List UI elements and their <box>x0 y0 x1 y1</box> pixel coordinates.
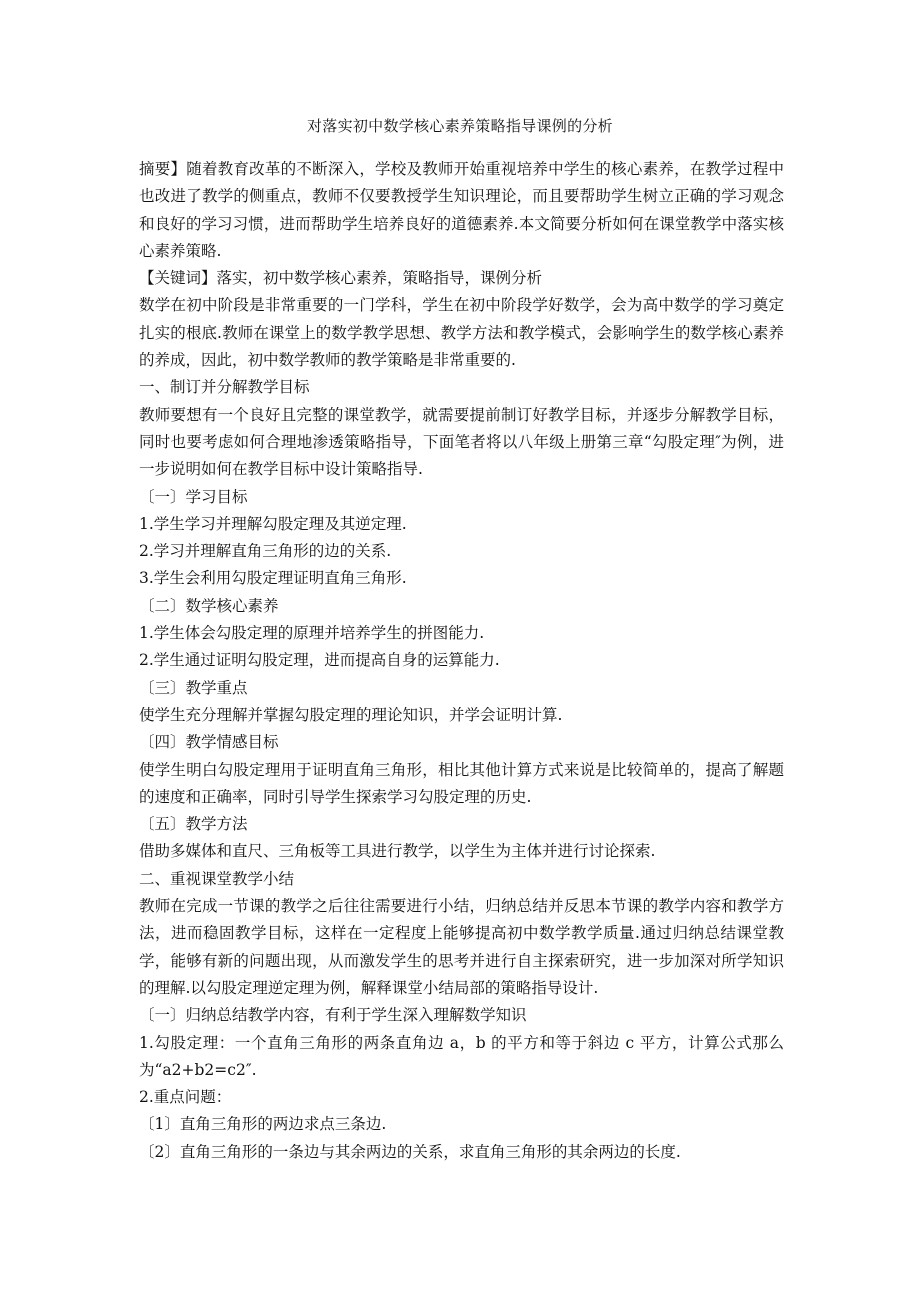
document-body <box>139 156 784 1166</box>
body-paragraph: 使学生明白勾股定理用于证明直角三角形，相比其他计算方式来说是比较简单的，提高了解题的速度和正确率，同时引导学生探索学习勾股定理的历史. <box>139 760 784 806</box>
section-heading-2: 二、重视课堂教学小结 <box>139 869 295 888</box>
list-item: 1.学生学习并理解勾股定理及其逆定理. <box>139 514 407 533</box>
body-paragraph: 使学生充分理解并掌握勾股定理的理论知识，并学会证明计算. <box>139 705 563 724</box>
body-paragraph: 教师在完成一节课的教学之后往往需要进行小结，归纳总结并反思本节课的教学内容和教学方法，进而稳固教学目标，这样在一定程度上能够提高初中数学教学质量.通过归纳总结课堂教学，能够有新的问题出现，从而激发学生的思考并进行自主探索研究，进一步加深对所学知识的理解.以勾股定理逆定理为例，解释课堂小结局部的策略指导设计. <box>139 897 784 997</box>
subsection-heading: 〔二〕数学核心素养 <box>139 596 279 615</box>
subsection-heading: 〔四〕教学情感目标 <box>139 733 279 752</box>
list-item: 〔2〕直角三角形的一条边与其余两边的关系，求直角三角形的其余两边的长度. <box>139 1142 681 1161</box>
document-title: 对落实初中数学核心素养策略指导课例的分析 <box>306 117 613 135</box>
list-item: 2.学习并理解直角三角形的边的关系. <box>139 542 392 561</box>
list-item: 3.学生会利用勾股定理证明直角三角形. <box>139 569 407 588</box>
body-paragraph: 教师要想有一个良好且完整的课堂教学，就需要提前制订好教学目标，并逐步分解教学目标，同时也要考虑如何合理地渗透策略指导，下面笔者将以八年级上册第三章“勾股定理″为例，进一步说明如何在教学目标中设计策略指导. <box>139 405 784 479</box>
intro-paragraph: 数学在初中阶段是非常重要的一门学科，学生在初中阶段学好数学，会为高中数学的学习奠定扎实的根底.教师在课堂上的数学教学思想、教学方法和教学模式，会影响学生的数学核心素养的养成，因此，初中数学教师的教学策略是非常重要的. <box>139 296 784 370</box>
subsection-heading: 〔五〕教学方法 <box>139 815 248 834</box>
body-paragraph: 借助多媒体和直尺、三角板等工具进行教学，以学生为主体并进行讨论探索. <box>139 842 656 861</box>
subsection-heading: 〔一〕归纳总结教学内容，有利于学生深入理解数学知识 <box>139 1006 527 1025</box>
list-item: 2.学生通过证明勾股定理，进而提高自身的运算能力. <box>139 651 500 670</box>
section-heading-1: 一、制订并分解教学目标 <box>139 378 310 397</box>
abstract-paragraph: 摘要】随着教育改革的不断深入，学校及教师开始重视培养中学生的核心素养，在教学过程中也改进了教学的侧重点，教师不仅要教授学生知识理论，而且要帮助学生树立正确的学习观念和良好的学习习惯，进而帮助学生培养良好的道德素养.本文简要分析如何在课堂教学中落实核心素养策略. <box>139 160 784 260</box>
keywords-paragraph: 【关键词】落实，初中数学核心素养，策略指导，课例分析 <box>139 269 543 288</box>
list-item: 2.重点问题： <box>139 1088 232 1107</box>
list-item: 1.学生体会勾股定理的原理并培养学生的拼图能力. <box>139 624 485 643</box>
subsection-heading: 〔三〕教学重点 <box>139 678 248 697</box>
list-item: 〔1〕直角三角形的两边求点三条边. <box>139 1115 387 1134</box>
list-item: 1.勾股定理：一个直角三角形的两条直角边 a，b 的平方和等于斜边 c 平方，计算公式那么为“a2+b2=c2″. <box>139 1033 784 1079</box>
subsection-heading: 〔一〕学习目标 <box>139 487 248 506</box>
